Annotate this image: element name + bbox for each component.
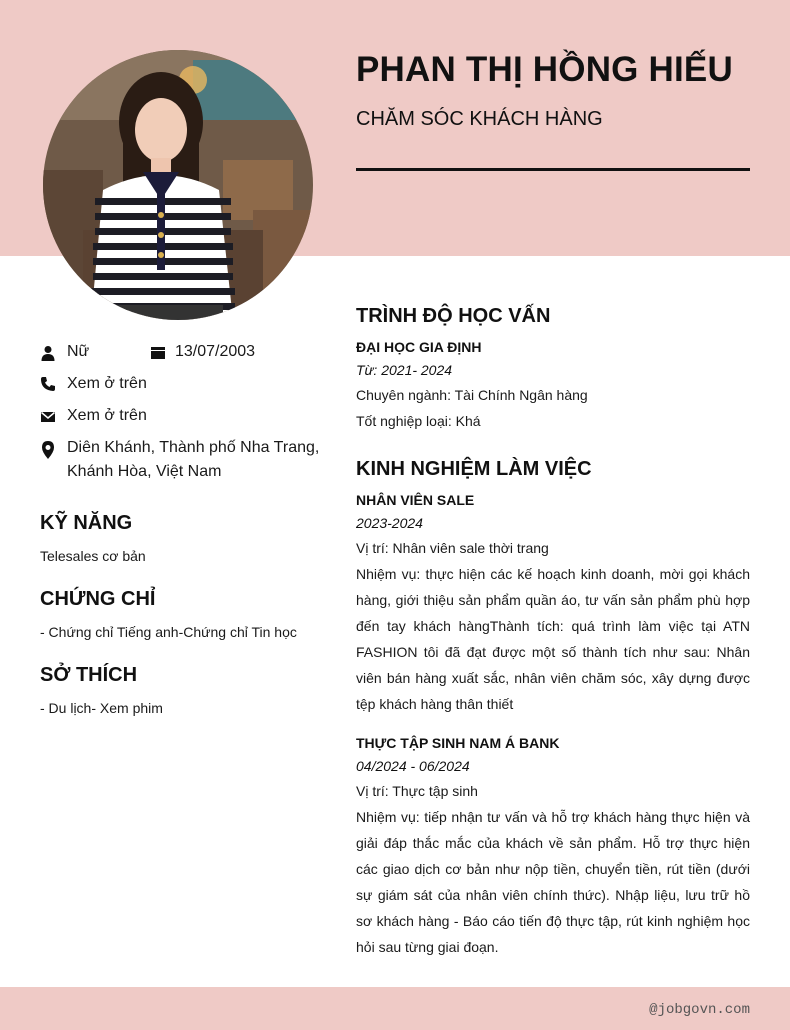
- title-divider: [356, 168, 750, 171]
- job-period-2: 04/2024 - 06/2024: [356, 758, 470, 774]
- gender-value: Nữ: [67, 343, 90, 360]
- candidate-name: PHAN THỊ HỒNG HIẾU: [356, 50, 733, 89]
- envelope-icon: [40, 409, 56, 425]
- email-value: Xem ở trên: [67, 407, 147, 424]
- education-major: Chuyên ngành: Tài Chính Ngân hàng: [356, 387, 588, 403]
- experience-heading: KINH NGHIỆM LÀM VIỆC: [356, 458, 592, 480]
- job-position-1: Vị trí: Nhân viên sale thời trang: [356, 540, 549, 556]
- job-period-1: 2023-2024: [356, 515, 423, 531]
- birthdate-value: 13/07/2003: [175, 343, 256, 360]
- hobbies-text: - Du lịch- Xem phim: [40, 700, 163, 716]
- certificates-text: - Chứng chỉ Tiếng anh-Chứng chỉ Tin học: [40, 624, 297, 640]
- person-icon: [40, 345, 56, 361]
- phone-icon: [40, 376, 56, 392]
- skills-heading: KỸ NĂNG: [40, 512, 133, 534]
- address-line-1: Diên Khánh, Thành phố Nha Trang,: [67, 439, 320, 456]
- education-grade: Tốt nghiệp loại: Khá: [356, 413, 481, 429]
- hobbies-heading: SỞ THÍCH: [40, 664, 138, 686]
- education-period: Từ: 2021- 2024: [356, 362, 453, 378]
- phone-value: Xem ở trên: [67, 375, 147, 392]
- job-position-2: Vị trí: Thực tập sinh: [356, 783, 478, 799]
- skills-text: Telesales cơ bản: [40, 548, 146, 564]
- address-line-2: Khánh Hòa, Việt Nam: [67, 463, 222, 480]
- job-title: CHĂM SÓC KHÁCH HÀNG: [356, 108, 603, 130]
- job-description-2: Nhiệm vụ: tiếp nhận tư vấn và hỗ trợ khách hàng thực hiện và giải đáp thắc mắc của khách về sản phẩm. Hỗ trợ thực hiện các giao dịch cơ bản như nộp tiền, chuyển tiền, rút tiền (dưới sự giám sát của nhân viên chính thức). Nhập liệu, lưu trữ hồ sơ khách hàng - Báo cáo tiến độ thực tập, rút kinh nghiệm học hỏi sau từng giai đoạn.: [356, 809, 750, 955]
- job-title-1: NHÂN VIÊN SALE: [356, 492, 475, 508]
- profile-photo: [43, 50, 313, 320]
- education-heading: TRÌNH ĐỘ HỌC VẤN: [356, 305, 551, 327]
- job-title-2: THỰC TẬP SINH NAM Á BANK: [356, 735, 560, 751]
- location-pin-icon: [40, 441, 56, 457]
- calendar-icon: [150, 345, 166, 361]
- footer-watermark: @jobgovn.com: [649, 1002, 750, 1018]
- certificates-heading: CHỨNG CHỈ: [40, 588, 156, 610]
- education-school: ĐẠI HỌC GIA ĐỊNH: [356, 339, 482, 355]
- job-description-1: Nhiệm vụ: thực hiện các kế hoạch kinh doanh, mời gọi khách hàng, giới thiệu sản phẩm quần áo, tư vấn sản phẩm phù hợp đến tay khách hàngThành tích: quá trình làm việc tại ATN FASHION tôi đã đạt được một số thành tích như sau: Nhân viên bán hàng xuất sắc, nhân viên chăm sóc, xây dựng được tệp khách hàng thân thiết: [356, 566, 750, 712]
